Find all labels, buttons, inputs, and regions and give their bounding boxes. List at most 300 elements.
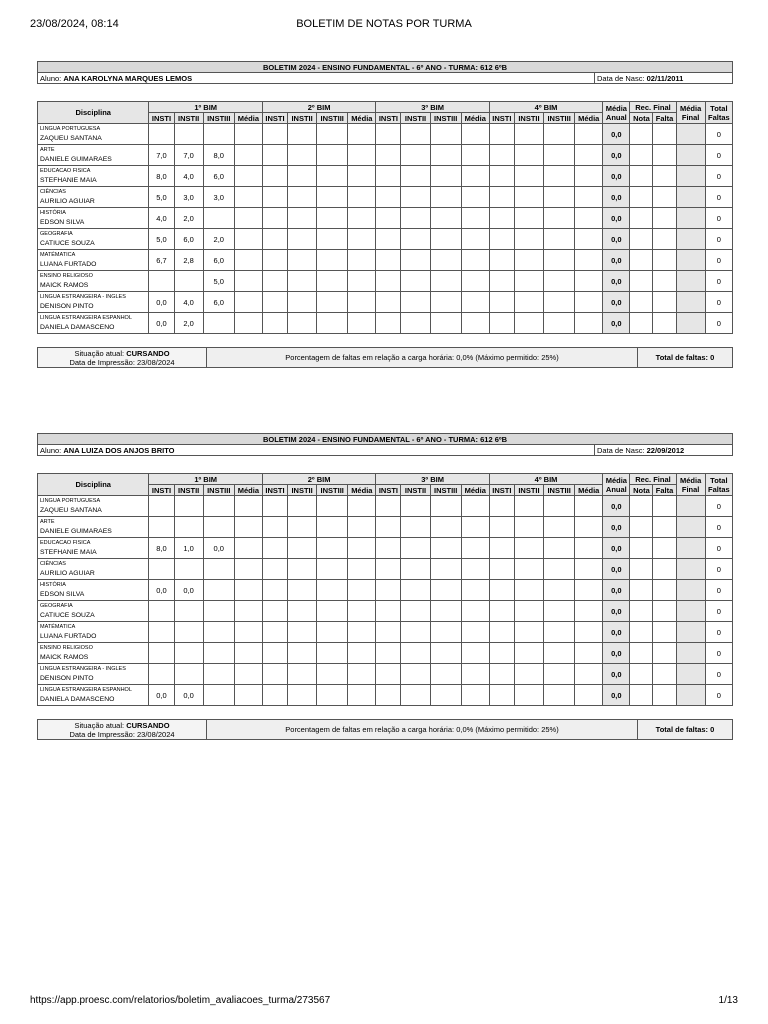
bimester-average-cell: [575, 124, 603, 145]
subject-cell: [38, 166, 149, 187]
subject-name: MATÉMATICA: [40, 624, 76, 630]
teacher-name: CATIUCE SOUZA: [40, 612, 95, 619]
page-url[interactable]: https://app.proesc.com/relatorios/boletim_avaliacoes_turma/273567: [30, 995, 331, 1006]
subject-cell: [38, 124, 149, 145]
subject-cell: [38, 496, 149, 517]
annual-average: 0,0: [603, 664, 630, 685]
rec-falta-cell: [653, 517, 676, 538]
subject-cell: [38, 622, 149, 643]
header-total-faltas: Total Faltas: [705, 102, 732, 124]
grade-cell: [203, 664, 234, 685]
bimester-average-cell: [348, 601, 376, 622]
grade-cell: [288, 292, 317, 313]
annual-average: 0,0: [603, 187, 630, 208]
annual-average: 0,0: [603, 292, 630, 313]
header-nota: Nota: [630, 485, 653, 496]
grade-cell: [203, 208, 234, 229]
header-sub: Média: [575, 113, 603, 124]
bimester-average-cell: [348, 517, 376, 538]
header-media-anual: Média Anual: [603, 474, 630, 496]
annual-average: 0,0: [603, 517, 630, 538]
grade-cell: [376, 271, 401, 292]
grade-cell: [376, 643, 401, 664]
annual-average: 0,0: [603, 559, 630, 580]
final-average-cell: [676, 313, 705, 334]
total-absences: 0: [705, 271, 732, 292]
grade-cell: [514, 496, 543, 517]
teacher-name: DANIELE GUIMARAES: [40, 156, 112, 163]
annual-average: 0,0: [603, 124, 630, 145]
subject-cell: [38, 685, 149, 706]
bimester-average-cell: [575, 517, 603, 538]
subject-name: LINGUA ESTRANGEIRA ESPANHOL: [40, 687, 132, 693]
grade-cell: [262, 622, 287, 643]
bimester-average-cell: [575, 271, 603, 292]
grade-cell: 6,0: [174, 229, 203, 250]
grade-cell: [262, 685, 287, 706]
bimester-average-cell: [348, 313, 376, 334]
bimester-average-cell: [348, 496, 376, 517]
grade-cell: [203, 601, 234, 622]
grades-table: [37, 101, 733, 334]
rec-nota-cell: [630, 124, 653, 145]
grade-cell: [317, 313, 348, 334]
grade-cell: 2,8: [174, 250, 203, 271]
grade-cell: 0,0: [149, 292, 174, 313]
annual-average: 0,0: [603, 601, 630, 622]
header-sub: INSTIII: [203, 113, 234, 124]
table-row: [38, 250, 733, 271]
grade-cell: [514, 538, 543, 559]
teacher-name: LUANA FURTADO: [40, 633, 97, 640]
rec-nota-cell: [630, 271, 653, 292]
report-title: BOLETIM 2024 - ENSINO FUNDAMENTAL - 6º ANO - TURMA: 612 6ºB: [38, 62, 733, 73]
bimester-average-cell: [575, 292, 603, 313]
subject-cell: [38, 271, 149, 292]
bimester-average-cell: [461, 145, 489, 166]
grade-cell: [489, 292, 514, 313]
grade-cell: [401, 250, 430, 271]
grade-cell: [430, 538, 461, 559]
bimester-average-cell: [234, 145, 262, 166]
subject-cell: [38, 643, 149, 664]
subject-name: LINGUA PORTUGUESA: [40, 498, 101, 504]
rec-falta-cell: [653, 124, 676, 145]
final-average-cell: [676, 229, 705, 250]
grade-cell: 0,0: [149, 580, 174, 601]
birthdate-label: Data de Nasc:: [597, 73, 645, 83]
rec-falta-cell: [653, 292, 676, 313]
final-average-cell: [676, 664, 705, 685]
subject-name: LINGUA PORTUGUESA: [40, 126, 101, 132]
header-disciplina: Disciplina: [38, 102, 149, 124]
subject-cell: [38, 187, 149, 208]
grade-cell: [401, 229, 430, 250]
grade-cell: [203, 622, 234, 643]
grade-cell: [203, 517, 234, 538]
grade-cell: [489, 685, 514, 706]
rec-nota-cell: [630, 313, 653, 334]
grade-cell: [262, 664, 287, 685]
bimester-average-cell: [348, 145, 376, 166]
grade-cell: [489, 643, 514, 664]
grade-cell: [489, 271, 514, 292]
grade-cell: [174, 517, 203, 538]
total-absences: 0: [705, 166, 732, 187]
status-value: CURSANDO: [126, 720, 170, 730]
status-table: [37, 719, 733, 740]
grade-cell: [288, 685, 317, 706]
table-row: [38, 580, 733, 601]
grade-cell: [401, 166, 430, 187]
grade-cell: [514, 124, 543, 145]
grade-cell: 6,0: [203, 250, 234, 271]
grade-cell: [317, 187, 348, 208]
grade-cell: [149, 622, 174, 643]
bimester-average-cell: [575, 187, 603, 208]
grade-cell: [288, 538, 317, 559]
grade-cell: [203, 685, 234, 706]
rec-nota-cell: [630, 208, 653, 229]
rec-nota-cell: [630, 292, 653, 313]
subject-cell: [38, 580, 149, 601]
bimester-average-cell: [234, 292, 262, 313]
table-row: [38, 229, 733, 250]
table-row: [38, 496, 733, 517]
grade-cell: [489, 622, 514, 643]
grade-cell: [149, 643, 174, 664]
grade-cell: [174, 601, 203, 622]
header-sub: INSTI: [376, 485, 401, 496]
bimester-average-cell: [234, 559, 262, 580]
total-absences-summary: [638, 348, 733, 368]
report-header: [37, 61, 733, 84]
header-sub: Média: [461, 485, 489, 496]
grade-cell: [317, 559, 348, 580]
bimester-average-cell: [461, 313, 489, 334]
bimester-average-cell: [575, 250, 603, 271]
teacher-name: AURILIO AGUIAR: [40, 198, 95, 205]
grade-cell: [514, 580, 543, 601]
grade-cell: [149, 271, 174, 292]
grade-cell: [401, 271, 430, 292]
rec-nota-cell: [630, 229, 653, 250]
annual-average: 0,0: [603, 250, 630, 271]
grade-cell: [376, 601, 401, 622]
grade-cell: [376, 250, 401, 271]
bimester-average-cell: [461, 124, 489, 145]
grade-cell: 8,0: [149, 538, 174, 559]
grade-cell: [288, 664, 317, 685]
rec-falta-cell: [653, 166, 676, 187]
bimester-average-cell: [461, 496, 489, 517]
grade-cell: [376, 187, 401, 208]
grade-cell: [514, 664, 543, 685]
page-title: BOLETIM DE NOTAS POR TURMA: [296, 18, 472, 30]
subject-name: ARTE: [40, 147, 55, 153]
grade-cell: [489, 559, 514, 580]
grade-cell: [317, 643, 348, 664]
grade-cell: [544, 643, 575, 664]
grade-cell: [430, 580, 461, 601]
subject-cell: [38, 292, 149, 313]
grade-cell: [489, 601, 514, 622]
grade-cell: [317, 292, 348, 313]
annual-average: 0,0: [603, 580, 630, 601]
grade-cell: [544, 250, 575, 271]
grade-cell: [262, 643, 287, 664]
bimester-average-cell: [575, 538, 603, 559]
table-row: [38, 208, 733, 229]
grade-cell: [288, 580, 317, 601]
rec-nota-cell: [630, 664, 653, 685]
rec-falta-cell: [653, 496, 676, 517]
grade-cell: [317, 538, 348, 559]
final-average-cell: [676, 559, 705, 580]
grade-cell: [288, 496, 317, 517]
teacher-name: DANIELA DAMASCENO: [40, 324, 115, 331]
grade-cell: [317, 580, 348, 601]
grade-cell: [514, 271, 543, 292]
print-date-value: 23/08/2024: [137, 729, 175, 739]
bimester-average-cell: [234, 250, 262, 271]
birthdate-value: 02/11/2011: [646, 73, 684, 83]
report-card-1: [37, 61, 733, 368]
birthdate-label: Data de Nasc:: [597, 445, 645, 455]
grade-cell: 0,0: [203, 538, 234, 559]
grade-cell: [317, 664, 348, 685]
grade-cell: [489, 664, 514, 685]
header-sub: INSTI: [489, 113, 514, 124]
subject-cell: [38, 208, 149, 229]
grade-cell: 3,0: [203, 187, 234, 208]
final-average-cell: [676, 685, 705, 706]
grade-cell: 3,0: [174, 187, 203, 208]
bimester-average-cell: [234, 685, 262, 706]
header-sub: INSTIII: [203, 485, 234, 496]
grade-cell: [489, 187, 514, 208]
grade-cell: [149, 559, 174, 580]
grade-cell: [489, 145, 514, 166]
bimester-average-cell: [348, 580, 376, 601]
grade-cell: [376, 313, 401, 334]
header-media-final: Média Final: [676, 474, 705, 496]
grade-cell: 0,0: [149, 313, 174, 334]
grade-cell: [376, 292, 401, 313]
grade-cell: [401, 292, 430, 313]
grade-cell: [317, 145, 348, 166]
total-absences: 0: [705, 559, 732, 580]
rec-nota-cell: [630, 580, 653, 601]
bimester-average-cell: [348, 208, 376, 229]
grade-cell: [288, 271, 317, 292]
page-number: 1/13: [718, 995, 738, 1006]
grade-cell: [514, 601, 543, 622]
bimester-average-cell: [461, 643, 489, 664]
print-datetime: 23/08/2024, 08:14: [30, 18, 119, 30]
grade-cell: [430, 313, 461, 334]
rec-nota-cell: [630, 622, 653, 643]
teacher-name: ZAQUEU SANTANA: [40, 135, 102, 142]
total-absences: 0: [705, 643, 732, 664]
grade-cell: [514, 643, 543, 664]
grade-cell: [203, 559, 234, 580]
total-absences-summary: [638, 720, 733, 740]
grade-cell: [430, 208, 461, 229]
header-media-anual: Média Anual: [603, 102, 630, 124]
grade-cell: [544, 685, 575, 706]
bimester-average-cell: [461, 229, 489, 250]
subject-cell: [38, 664, 149, 685]
bimester-average-cell: [575, 580, 603, 601]
status-table: [37, 347, 733, 368]
teacher-name: STEFHANIE MAIA: [40, 549, 97, 556]
grade-cell: [262, 538, 287, 559]
grade-cell: [317, 208, 348, 229]
header-bimester: 2º BIM: [262, 102, 375, 113]
bimester-average-cell: [348, 538, 376, 559]
total-absences: 0: [705, 208, 732, 229]
grade-cell: [489, 313, 514, 334]
rec-falta-cell: [653, 229, 676, 250]
grade-cell: 5,0: [149, 187, 174, 208]
header-sub: INSTI: [262, 485, 287, 496]
annual-average: 0,0: [603, 538, 630, 559]
header-bimester: 4º BIM: [489, 474, 602, 485]
table-row: [38, 559, 733, 580]
bimester-average-cell: [234, 166, 262, 187]
subject-name: MATÉMATICA: [40, 252, 76, 258]
grade-cell: [317, 517, 348, 538]
grade-cell: [317, 601, 348, 622]
grade-cell: [430, 601, 461, 622]
absence-percentage: Porcentagem de faltas em relação a carga horária: 0,0% (Máximo permitido: 25%): [207, 348, 638, 368]
grade-cell: [262, 271, 287, 292]
header-nota: Nota: [630, 113, 653, 124]
table-row: [38, 145, 733, 166]
bimester-average-cell: [461, 580, 489, 601]
header-bimester: 3º BIM: [376, 102, 489, 113]
grade-cell: [317, 229, 348, 250]
annual-average: 0,0: [603, 208, 630, 229]
header-sub: INSTIII: [317, 113, 348, 124]
table-row: [38, 313, 733, 334]
grade-cell: [544, 229, 575, 250]
grade-cell: [430, 517, 461, 538]
bimester-average-cell: [575, 313, 603, 334]
header-sub: Média: [234, 485, 262, 496]
grade-cell: 2,0: [174, 208, 203, 229]
header-sub: Média: [234, 113, 262, 124]
header-sub: Média: [461, 113, 489, 124]
rec-nota-cell: [630, 517, 653, 538]
student-label: Aluno:: [40, 445, 62, 455]
header-media-final: Média Final: [676, 102, 705, 124]
grade-cell: [514, 166, 543, 187]
grade-cell: [430, 145, 461, 166]
subject-cell: [38, 559, 149, 580]
grade-cell: [174, 643, 203, 664]
grade-cell: 5,0: [203, 271, 234, 292]
total-absences-value: 0: [710, 725, 715, 734]
grade-cell: [489, 229, 514, 250]
grade-cell: [544, 124, 575, 145]
table-row: [38, 166, 733, 187]
grade-cell: [401, 559, 430, 580]
bimester-average-cell: [461, 271, 489, 292]
subject-name: CIÊNCIAS: [40, 561, 66, 567]
rec-falta-cell: [653, 643, 676, 664]
grade-cell: [430, 166, 461, 187]
teacher-name: DENISON PINTO: [40, 303, 94, 310]
grade-cell: 4,0: [174, 292, 203, 313]
grade-cell: [262, 292, 287, 313]
final-average-cell: [676, 538, 705, 559]
status-label: Situação atual:: [74, 348, 125, 358]
bimester-average-cell: [461, 166, 489, 187]
grade-cell: [514, 187, 543, 208]
bimester-average-cell: [348, 124, 376, 145]
final-average-cell: [676, 145, 705, 166]
subject-name: GEOGRAFIA: [40, 231, 73, 237]
grade-cell: [149, 517, 174, 538]
final-average-cell: [676, 601, 705, 622]
grade-cell: [401, 496, 430, 517]
grade-cell: [430, 622, 461, 643]
grade-cell: [174, 271, 203, 292]
bimester-average-cell: [575, 496, 603, 517]
bimester-average-cell: [575, 145, 603, 166]
annual-average: 0,0: [603, 145, 630, 166]
grade-cell: [514, 622, 543, 643]
grade-cell: [262, 496, 287, 517]
header-sub: INSTI: [262, 113, 287, 124]
grade-cell: [401, 313, 430, 334]
grade-cell: [288, 208, 317, 229]
rec-nota-cell: [630, 496, 653, 517]
bimester-average-cell: [348, 559, 376, 580]
total-absences: 0: [705, 124, 732, 145]
total-absences: 0: [705, 580, 732, 601]
teacher-name: EDSON SILVA: [40, 219, 85, 226]
header-total-faltas: Total Faltas: [705, 474, 732, 496]
table-row: [38, 685, 733, 706]
grade-cell: [401, 124, 430, 145]
grade-cell: [288, 124, 317, 145]
grade-cell: [430, 559, 461, 580]
grade-cell: [514, 145, 543, 166]
total-absences-label: Total de faltas:: [655, 725, 709, 734]
bimester-average-cell: [575, 559, 603, 580]
print-date-label: Data de Impressão:: [69, 729, 135, 739]
bimester-average-cell: [234, 601, 262, 622]
grade-cell: 4,0: [174, 166, 203, 187]
grade-cell: [544, 622, 575, 643]
report-header: [37, 433, 733, 456]
header-falta: Falta: [653, 113, 676, 124]
bimester-average-cell: [234, 622, 262, 643]
grade-cell: 6,0: [203, 292, 234, 313]
grade-cell: [262, 166, 287, 187]
subject-name: HISTÓRIA: [40, 210, 66, 216]
header-sub: INSTII: [514, 485, 543, 496]
grade-cell: 8,0: [149, 166, 174, 187]
final-average-cell: [676, 166, 705, 187]
grade-cell: [544, 517, 575, 538]
bimester-average-cell: [575, 664, 603, 685]
grade-cell: [544, 145, 575, 166]
final-average-cell: [676, 643, 705, 664]
